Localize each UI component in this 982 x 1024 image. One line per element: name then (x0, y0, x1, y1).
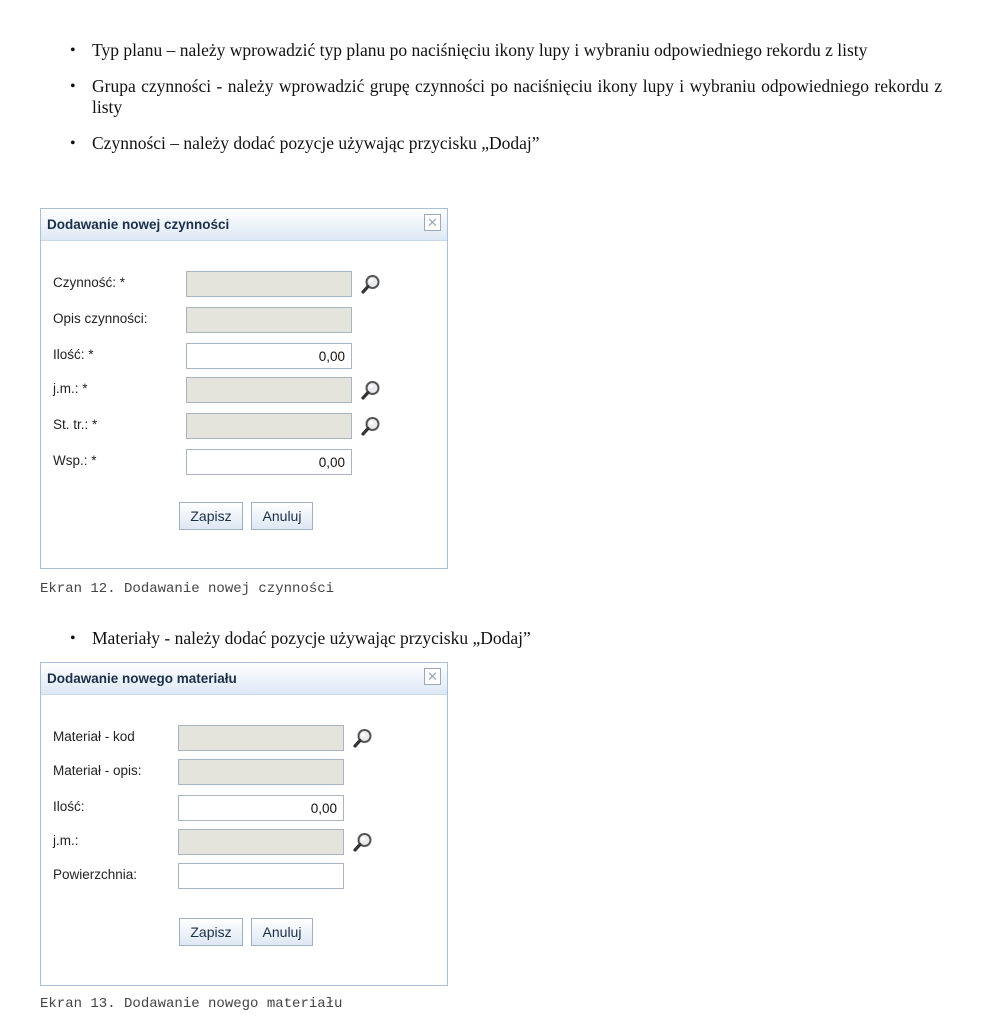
close-icon[interactable]: ✕ (424, 668, 441, 685)
caption-screen-12: Ekran 12. Dodawanie nowej czynności (40, 581, 335, 597)
magnifier-icon[interactable] (353, 832, 373, 852)
magnifier-icon[interactable] (361, 274, 381, 294)
activity-input[interactable] (186, 271, 352, 297)
dialog-new-activity (40, 208, 448, 569)
quantity-input[interactable]: 0,00 (186, 343, 352, 369)
area-input[interactable] (178, 863, 344, 889)
cancel-button[interactable]: Anuluj (251, 918, 313, 946)
caption-screen-13: Ekran 13. Dodawanie nowego materiału (40, 996, 343, 1012)
close-icon[interactable]: ✕ (424, 214, 441, 231)
field-row-jm (41, 829, 447, 855)
bullet-materialy: • Materiały - należy dodać pozycje używając przycisku „Dodaj” (62, 628, 942, 649)
field-label: Materiał - opis: (53, 763, 142, 778)
dialog-header (41, 663, 447, 695)
description-input[interactable] (186, 307, 352, 333)
field-label: Ilość: * (53, 347, 94, 362)
field-row-opis (41, 307, 447, 333)
instruction-list (62, 40, 942, 154)
magnifier-icon[interactable] (361, 380, 381, 400)
field-label: Powierzchnia: (53, 867, 138, 882)
field-row-powierzchnia (41, 863, 447, 889)
bullet-typ-planu: • Typ planu – należy wprowadzić typ planu po naciśnięciu ikony lupy i wybraniu odpowiedniego rekordu z listy (62, 40, 942, 61)
magnifier-icon[interactable] (361, 416, 381, 436)
field-label: Ilość: (53, 799, 85, 814)
dialog-header (41, 209, 447, 241)
field-row-czynnosc (41, 271, 447, 297)
material-description-input[interactable] (178, 759, 344, 785)
save-button[interactable]: Zapisz (179, 918, 243, 946)
dialog-title: Dodawanie nowej czynności (47, 217, 230, 232)
st-tr-input[interactable] (186, 413, 352, 439)
save-button[interactable]: Zapisz (179, 502, 243, 530)
field-row-material-opis (41, 759, 447, 785)
field-label: Wsp.: * (53, 453, 97, 468)
field-row-material-kod (41, 725, 447, 751)
magnifier-icon[interactable] (353, 728, 373, 748)
quantity-input[interactable]: 0,00 (178, 795, 344, 821)
bullet-grupa-czynnosci: • Grupa czynności - należy wprowadzić grupę czynności po naciśnięciu ikony lupy i wybraniu odpowiedniego rekordu z listy (62, 76, 942, 118)
field-row-ilosc (41, 795, 447, 821)
dialog-title: Dodawanie nowego materiału (47, 671, 237, 686)
unit-input[interactable] (186, 377, 352, 403)
field-row-jm (41, 377, 447, 403)
dialog-new-material (40, 662, 448, 986)
cancel-button[interactable]: Anuluj (251, 502, 313, 530)
instruction-list-materials (62, 628, 942, 649)
field-row-st-tr (41, 413, 447, 439)
coefficient-input[interactable]: 0,00 (186, 449, 352, 475)
field-label: Czynność: * (53, 275, 126, 290)
field-row-ilosc (41, 343, 447, 369)
unit-input[interactable] (178, 829, 344, 855)
field-label: Opis czynności: (53, 311, 148, 326)
field-label: St. tr.: * (53, 417, 98, 432)
bullet-czynnosci: • Czynności – należy dodać pozycje używając przycisku „Dodaj” (62, 133, 942, 154)
field-label: j.m.: * (53, 381, 88, 396)
field-row-wsp (41, 449, 447, 475)
material-code-input[interactable] (178, 725, 344, 751)
field-label: j.m.: (53, 833, 79, 848)
field-label: Materiał - kod (53, 729, 135, 744)
